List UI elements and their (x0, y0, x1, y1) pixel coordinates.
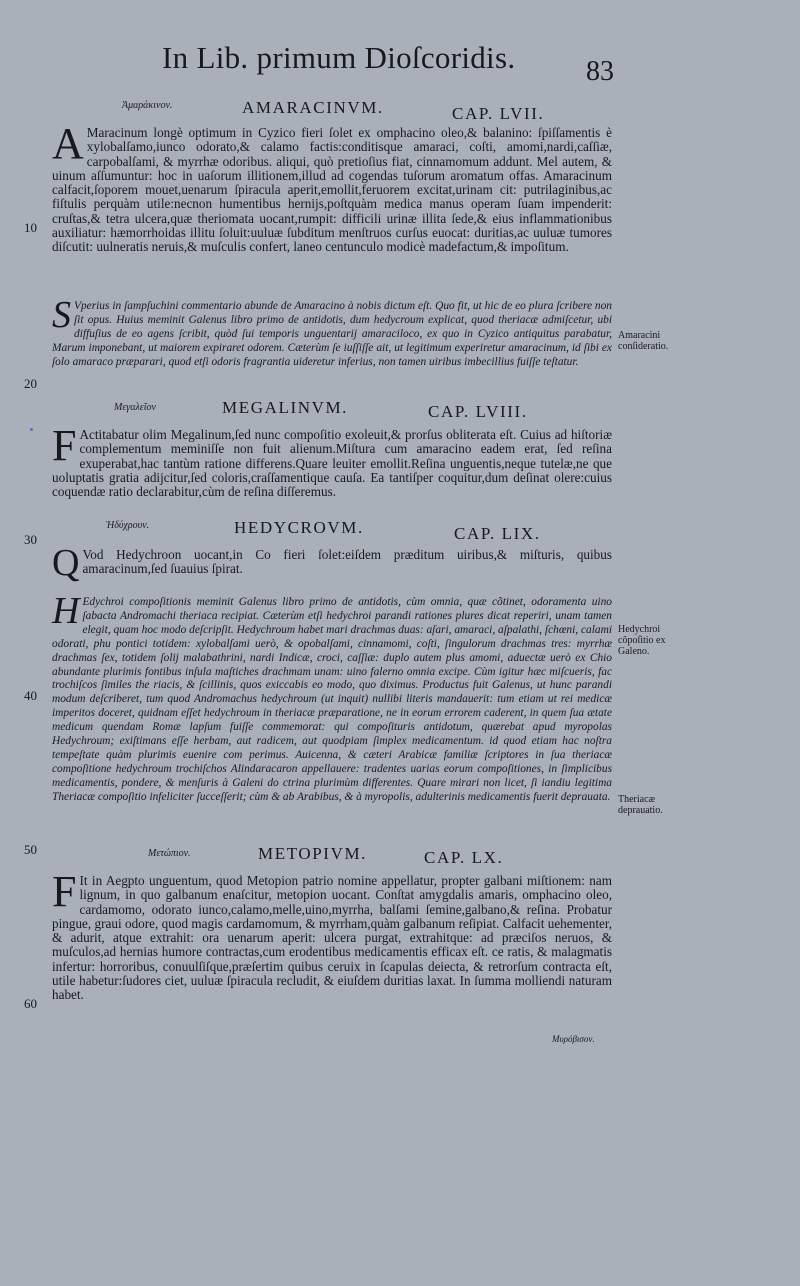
chapter-body: Vod Hedychroon uocant,in Co fieri ſolet:eiſdem præditum uiribus,& miſturis, quibus amaracinum,ſed ſuauius ſpirat. (82, 547, 612, 577)
chapter-body: It in Aegpto unguentum, quod Metopion patrio nomine appellatur, propter galbani miſtionem: nam lignum, in quo galbanum enaſcitur, metopion uocant. Conſtat amygdalis amaris, omphacino oleo, cardamomo, odorato iunco,calamo,melle,uino,myrrha, balſami ſemine,galbano,& reſina. Probatur pingue, graui odore, quod magis cardamomum, & myrrham,quàm galbanum reſipiat. Calfacit uehementer, & adurit, atque extrahit: ora uenarum aperit: ulcera purgat, extrahitque: ad præciſos neruos, & muſculos,ad hernias humore contractas,cum erodentibus medicamentis efficax eſt. ce ratis, & malagmatis infertur: horroribus, conuulſiſque,præſertim quibus ceruix in ſcapulas deiecta, & retrorſum contracta eſt, utile habetur:ſudores ciet, uuluæ ſpiracula recludit, & eiuſdem duritias laxat. In ſumma molliendi naturam habet. (52, 873, 612, 1003)
drop-cap: Q (52, 542, 80, 584)
greek-name: Ἀμαράκινον. (122, 100, 173, 111)
drop-cap: S (52, 294, 71, 336)
chapter-number: CAP. LVIII. (428, 402, 528, 421)
drop-cap: F (52, 421, 77, 470)
drop-cap: H (52, 590, 80, 632)
folio-number: 83 (586, 56, 614, 87)
chapter-text (52, 119, 612, 255)
chapter-body: Actitabatur olim Megalinum,ſed nunc compoſitio exoleuit,& prorſus obliterata eſt. Cuius ad hiſtoriæ complementum meminiſſe non fuit alienum.Miſtura cum amaracino eadem erat, ſed reſina exuperabat,hac tantùm ratione differens.Quare leuiter emollit.Reſina unguentis,neque tutelæ,ne que uoluptatis gratia adijcitur,ſed coloris,craſſamentique cauſa. Ea tantiſper coquitur,dum deſinat olere:cuius coquendæ ratio declarabitur,cùm de reſina diſſeremus. (52, 427, 612, 500)
chapter-title: HEDYCROVM. (234, 518, 364, 537)
ink-spot (30, 428, 33, 431)
line-number: 60 (24, 996, 37, 1011)
chapter-title: METOPIVM. (258, 844, 368, 863)
margin-note: Theriacæ deprauatio. (618, 794, 663, 816)
chapter-number: CAP. LX. (424, 848, 504, 867)
greek-name: Μετώπιον. (148, 848, 191, 859)
commentary-text (52, 590, 612, 805)
line-number: 10 (24, 220, 37, 235)
margin-note: Hedychroi cõpoſitio ex Galeno. (618, 624, 666, 657)
greek-name: Μεγαλεῖον (114, 402, 156, 413)
chapter-text (52, 867, 612, 1003)
chapter-body: Maracinum longè optimum in Cyzico fieri ſolet ex omphacino oleo,& balanino: ſpiſſamentis è xylobalſamo,iunco odorato,& calamo factis:conditisque amaraci, coſti, amomi,nardi,caſſiæ, carpobalſami, & myrrhæ odoribus. aliqui, quò pretioſius fiat, cinnamomum addunt. Mel autem, & uinum aſſumuntur: hoc in uaſorum illitionem,illud ad cogendas tuſorum aromatum offas. Amaracinum calfacit,ſoporem mouet,uenarum ſpiracula aperit,emollit,feruorem excitat,urinam cit: putrilaginibus,ac fiſtulis perquàm utile:necnon humentibus hernijs,poſtquàm medica manus operam ſuam impenderit: cruſtas,& tetra ulcera,quæ theriomata uocant,rumpit: difficili urinæ illita ſede,& eius inflammationibus auxiliatur: hæmorrhoidas illitu ſoluit:uuluæ ſubditum menſtruos curſus euocat: duritias,ac uuluæ tumores diſcutit: uulneratis neruis,& muſculis confert, laneo centunculo modicè madefactum,& impoſitum. (52, 125, 612, 255)
chapter-number: CAP. LVII. (452, 104, 545, 123)
chapter-title: AMARACINVM. (242, 98, 384, 117)
chapter-text (52, 542, 612, 584)
line-number: 30 (24, 532, 37, 547)
margin-note: Amaracini conſideratio. (618, 330, 669, 352)
drop-cap: A (52, 119, 84, 168)
running-head: In Lib. primum Dioſcoridis. (162, 40, 516, 75)
commentary-body: Vperius in ſampſuchini commentario abunde de Amaracino à nobis dictum eſt. Quo fit, ut hic de eo plura ſcribere non ſit opus. Huius meminit Galenus libro primo de antidotis, dum hedycroum explicat, quod theriacæ admiſcetur, ubi diffuſius de eo agens ſcribit, quòd ſui temporis unguentarij amaraciloco, ex quo in Cyzico antiquitus parabatur, Marum imponebant, ut maiorem expiraret odorem. Cæterùm ſe iuſſiſſe ait, ut legitimum experiretur amaracinum, id ſibi ex ſolo amaraco præparari, quod etſi odoris fragrantia uideretur inferius, non tamen uiribus imbecillius fuiſſe teſtatur. (52, 300, 612, 368)
line-number: 20 (24, 376, 37, 391)
chapter-title: MEGALINVM. (222, 398, 349, 417)
greek-name: Ἡδύχρουν. (106, 520, 150, 531)
line-number: 40 (24, 688, 37, 703)
commentary-body: Edychroi compoſitionis meminit Galenus libro primo de antidotis, cùm omnia, quæ cõtinet, odoramenta uino ſabacta Andromachi theriaca recipiat. Cæterùm etſi hedychroi parandi rationes plures dicat reperiri, unam tamen elegit, quam hoc modo deſcripſit. Hedychroum habet mari drachmas duas: aſari, amaraci, aſpalathi, ſchœni, calami odorati, phu pontici totidem: xylobalſami uerò, & opobalſami, cinnamomi, coſti, ſingulorum drachmas tres: myrrhæ drachmas ſex, totidem ſolij malabathrini, nardi Indicæ, croci, caſſiæ: duplo autem plus amomi, aduectæ uerò ex Chio abundante plurimis fontibus inſula maſtiches drachmam unam: uino falerno omnia excipe. Cùm igitur hæc miſcueris, fac trochiſcos ſimiles the riacis, & ſcillinis, quos exiccabis eo modo, quo diximus. Productus fuit Galenus, ut hunc parandi modum deſcriberet, tum quod Andromachus hedychroum (ut inquit) nullibi literis mandauerit: tum etiam ut rei medicæ imperitos doceret, quidnam eſſet hedychroum in theriacæ præparatione, ne in eorum errorem caderent, in quem ſua ætate medicum quendam Romæ lapſum fuiſſe commemorat: qui compoſituris antidotum, quærebat apud myropolas Hedychroum; exiſtimans eſſe herbam, aut radicem, aut quodpiam ſimplex medicamentum. id quod etiam hac noſtra tempeſtate quàm plurimis euenire com perimus. Auicenna, & cæteri Arabicæ familiæ ſcriptores in ſua theriacæ compoſitione hedychroum trochiſchos Alindaracaron appellauere: tradentes uarias eorum compoſitiones, in ſimplicibus medicamentis, pondere, & menſuris à Galeni do ctrina plurimùm differentes. Quare mirari non licet, ſi iandiu legitima Theriacæ compoſitio infeliciter ſucceſſerit; cùm & ab Arabibus, & à myropolis, adulterinis medicamentis fuerit deprauata. (52, 596, 612, 803)
commentary-text (52, 294, 612, 370)
line-number: 50 (24, 842, 37, 857)
chapter-number: CAP. LIX. (454, 524, 541, 543)
chapter-text (52, 421, 612, 500)
drop-cap: F (52, 867, 77, 916)
catchword: Μυρόβισον. (552, 1034, 595, 1044)
